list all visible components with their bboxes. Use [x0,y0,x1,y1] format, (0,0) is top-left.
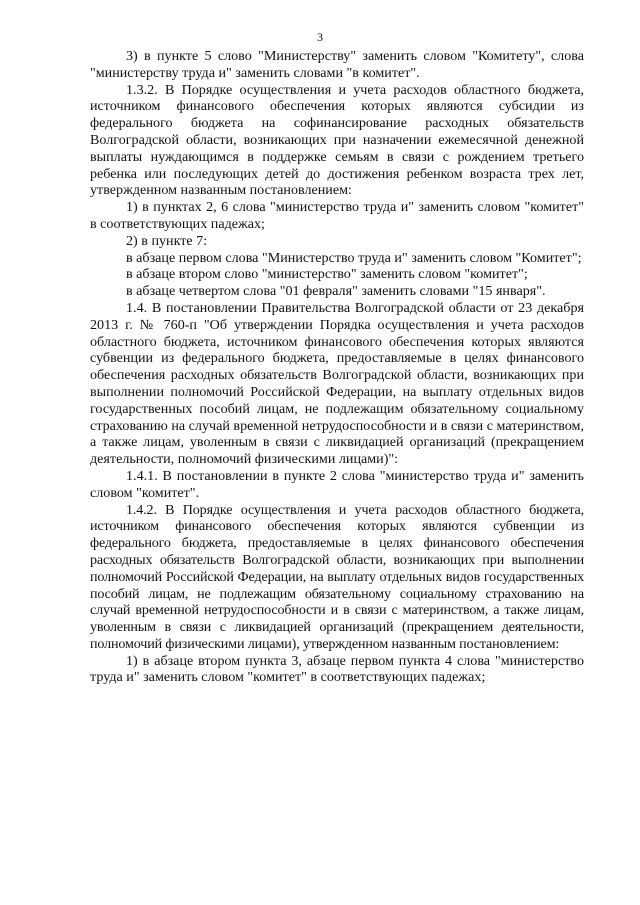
paragraph: 1.3.2. В Порядке осуществления и учета расходов областного бюджета, источником финансового обеспечения которых являются субсидии из федерального бюджета на софинансирование расходных обязательств Волгоградской области, возникающих при назначении ежемесячной денежной выплаты нуждающимся в поддержке семьям в связи с рождением третьего ребенка или последующих детей до достижения ребенком возраста трех лет, утвержденном названным постановлением: [90,81,584,199]
paragraph: 1.4.2. В Порядке осуществления и учета расходов областного бюджета, источником финансового обеспечения которых являются субвенции из федерального бюджета, предоставляемые в целях финансового обеспечения расходных обязательств Волгоградской области, возникающих при выполнении полномочий Российской Федерации, на выплату отдельных видов государственных пособий лицам, не подлежащим обязательному социальному страхованию на случай временной нетрудоспособности и в связи с материнством, а также лицам, уволенным в связи с ликвидацией организаций (прекращением деятельности, полномочий физическими лицами), утвержденном названным постановлением: [90,501,584,652]
paragraph: 1) в абзаце втором пункта 3, абзаце первом пункта 4 слова "министерство труда и" заменить словом "комитет" в соответствующих падежах; [90,652,584,686]
paragraph: 2) в пункте 7: [126,232,208,249]
paragraph: 1.4.1. В постановлении в пункте 2 слова "министерство труда и" заменить словом "комитет". [90,467,584,501]
paragraph: в абзаце втором слово "министерство" заменить словом "комитет"; [126,266,528,283]
page-number: 3 [317,30,323,44]
paragraph: 3) в пункте 5 слово "Министерству" заменить словом "Комитету", слова "министерству труда и" заменить словами "в комитет". [90,48,584,81]
paragraph: 1.4. В постановлении Правительства Волгоградской области от 23 декабря 2013 г. № 760-п "Об утверждении Порядка осуществления и учета расходов областного бюджета, источником финансового обеспечения которых являются субвенции из федерального бюджета, предоставляемые в целях финансового обеспечения расходных обязательств Волгоградской области, возникающих при выполнении полномочий Российской Федерации, на выплату отдельных видов государственных пособий лицам, не подлежащим обязательному социальному страхованию на случай временной нетрудоспособности и в связи с материнством, а также лицам, уволенным в связи с ликвидацией организаций (прекращением деятельности, полномочий физическими лицами)": [90,299,584,468]
document-body [90,48,584,686]
paragraph: 1) в пунктах 2, 6 слова "министерство труда и" заменить словом "комитет" в соответствующих падежах; [90,199,584,232]
paragraph: в абзаце четвертом слова "01 февраля" заменить словами "15 января". [126,283,546,300]
paragraph: в абзаце первом слова "Министерство труда и" заменить словом "Комитет"; [126,249,582,266]
